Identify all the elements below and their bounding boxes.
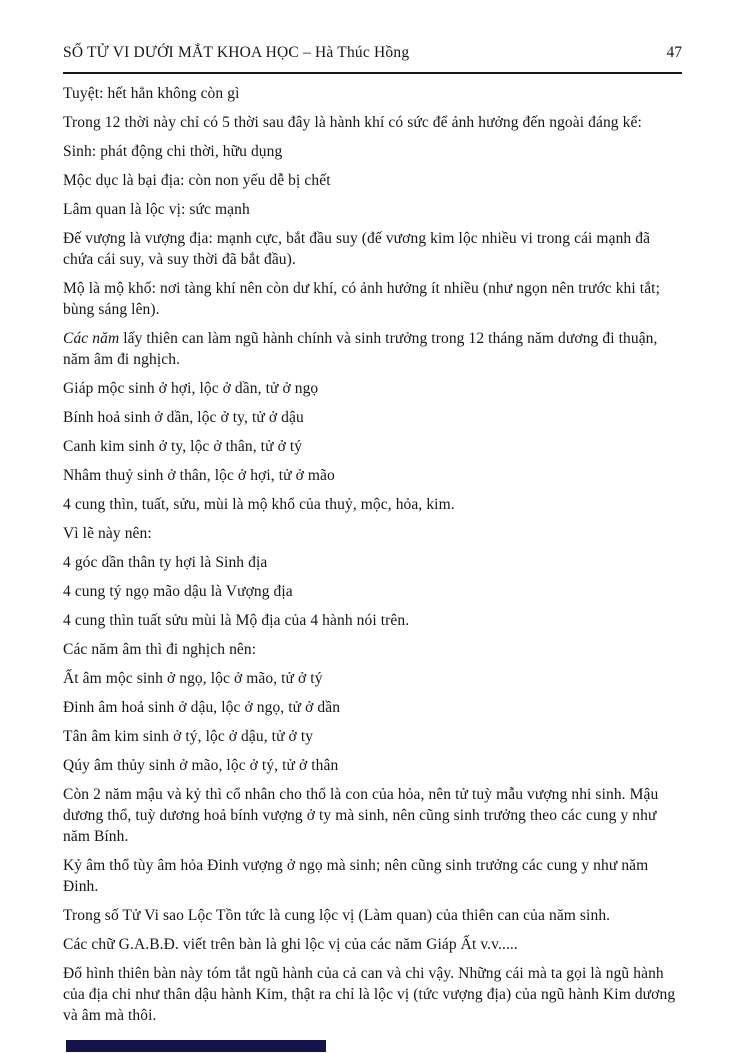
paragraph-text: 4 góc dần thân ty hợi là Sinh địa xyxy=(63,554,268,571)
paragraph-text: Trong 12 thời này chỉ có 5 thời sau đây là hành khí có sức để ảnh hưởng đến ngoài đáng kể: xyxy=(63,114,642,131)
paragraph-text: Ất âm mộc sinh ở ngọ, lộc ở mão, tử ở tý xyxy=(63,670,323,687)
paragraph-text: Nhâm thuỷ sinh ở thân, lộc ở hợi, tử ở mão xyxy=(63,467,335,484)
paragraph-text: Kỷ âm thổ tùy âm hỏa Đinh vượng ở ngọ mà sinh; nên cũng sinh trưởng các cung y như năm Đinh. xyxy=(63,857,649,895)
paragraph xyxy=(63,639,682,660)
paragraph xyxy=(63,199,682,220)
paragraph-text: 4 cung tý ngọ mão dậu là Vượng địa xyxy=(63,583,293,600)
paragraph xyxy=(63,755,682,776)
paragraph-text: Sinh: phát động chi thời, hữu dụng xyxy=(63,143,283,160)
paragraph xyxy=(63,523,682,544)
paragraph xyxy=(63,581,682,602)
page-content xyxy=(63,44,682,1034)
paragraph xyxy=(63,328,682,370)
paragraph-text: 4 cung thìn, tuất, sửu, mùi là mộ khổ của thuỷ, mộc, hỏa, kim. xyxy=(63,496,455,513)
paragraph-text: Các năm âm thì đi nghịch nên: xyxy=(63,641,257,658)
scan-artifact-bar xyxy=(66,1040,326,1052)
paragraph-lead: Các năm xyxy=(63,330,120,347)
paragraph-text: Qúy âm thủy sinh ở mão, lộc ở tý, tử ở thân xyxy=(63,757,339,774)
paragraph xyxy=(63,407,682,428)
paragraph-text: Tân âm kim sinh ở tý, lộc ở dậu, tử ở ty xyxy=(63,728,314,745)
paragraph-text: lấy thiên can làm ngũ hành chính và sinh trưởng trong 12 tháng năm dương đi thuận, năm âm đi nghịch. xyxy=(63,330,658,368)
book-title: SỐ TỬ VI DƯỚI MẮT KHOA HỌC – Hà Thúc Hồng xyxy=(63,44,410,61)
paragraph-text: Trong số Tử Vi sao Lộc Tồn tức là cung lộc vị (Làm quan) của thiên can của năm sinh. xyxy=(63,907,611,924)
paragraph-text: Mộc dục là bại địa: còn non yếu dễ bị chết xyxy=(63,172,331,189)
paragraph-text: Còn 2 năm mậu và kỷ thì cổ nhân cho thổ là con của hỏa, nên tử tuỳ mẫu vượng nhi sinh. Mậu dương thổ, tuỳ dương hoả bính vượng ở ty mà sinh, nên cũng sinh trưởng theo các cung y như năm Bính. xyxy=(63,786,659,845)
paragraph xyxy=(63,378,682,399)
paragraph-text: Đinh âm hoả sinh ở dậu, lộc ở ngọ, tử ở dần xyxy=(63,699,341,716)
paragraph-text: Tuyệt: hết hẳn không còn gì xyxy=(63,85,240,102)
page-body xyxy=(63,74,682,1026)
paragraph-text: Bính hoả sinh ở dần, lộc ở ty, tử ở dậu xyxy=(63,409,304,426)
paragraph xyxy=(63,697,682,718)
paragraph-text: Lâm quan là lộc vị: sức mạnh xyxy=(63,201,250,218)
paragraph xyxy=(63,494,682,515)
page-number: 47 xyxy=(666,44,682,61)
paragraph xyxy=(63,905,682,926)
paragraph xyxy=(63,278,682,320)
paragraph xyxy=(63,83,682,104)
paragraph xyxy=(63,855,682,897)
paragraph-text: Mộ là mộ khố: nơi tàng khí nên còn dư khí, có ảnh hưởng ít nhiều (như ngọn nên trước khi tắt; bùng sáng lên). xyxy=(63,280,660,318)
paragraph xyxy=(63,436,682,457)
paragraph xyxy=(63,726,682,747)
paragraph xyxy=(63,141,682,162)
paragraph-text: Các chữ G.A.B.Đ. viết trên bàn là ghi lộc vị của các năm Giáp Ất v.v..... xyxy=(63,936,518,953)
paragraph-text: Giáp mộc sinh ở hợi, lộc ở dần, tử ở ngọ xyxy=(63,380,319,397)
paragraph xyxy=(63,228,682,270)
paragraph-text: Đổ hình thiên bàn này tóm tắt ngũ hành của cả can và chi vậy. Những cái mà ta gọi là ngũ hành của địa chi như thân dậu hành Kim, thật ra chỉ là lộc vị (tức vượng địa) của ngũ hành Kim dương và âm mà thôi. xyxy=(63,965,676,1024)
paragraph-text: 4 cung thìn tuất sửu mùi là Mộ địa của 4 hành nói trên. xyxy=(63,612,410,629)
paragraph xyxy=(63,552,682,573)
paragraph xyxy=(63,934,682,955)
paragraph-text: Canh kim sinh ở ty, lộc ở thân, tử ở tý xyxy=(63,438,303,455)
running-header xyxy=(63,44,682,74)
paragraph-text: Đế vượng là vượng địa: mạnh cực, bắt đầu suy (đế vương kim lộc nhiều vi trong cái mạnh đã chứa cái suy, và suy thời đã bắt đầu). xyxy=(63,230,651,268)
paragraph xyxy=(63,170,682,191)
paragraph xyxy=(63,610,682,631)
paragraph-text: Vì lẽ này nên: xyxy=(63,525,152,542)
paragraph xyxy=(63,465,682,486)
paragraph xyxy=(63,668,682,689)
paragraph xyxy=(63,112,682,133)
paragraph xyxy=(63,963,682,1026)
paragraph xyxy=(63,784,682,847)
